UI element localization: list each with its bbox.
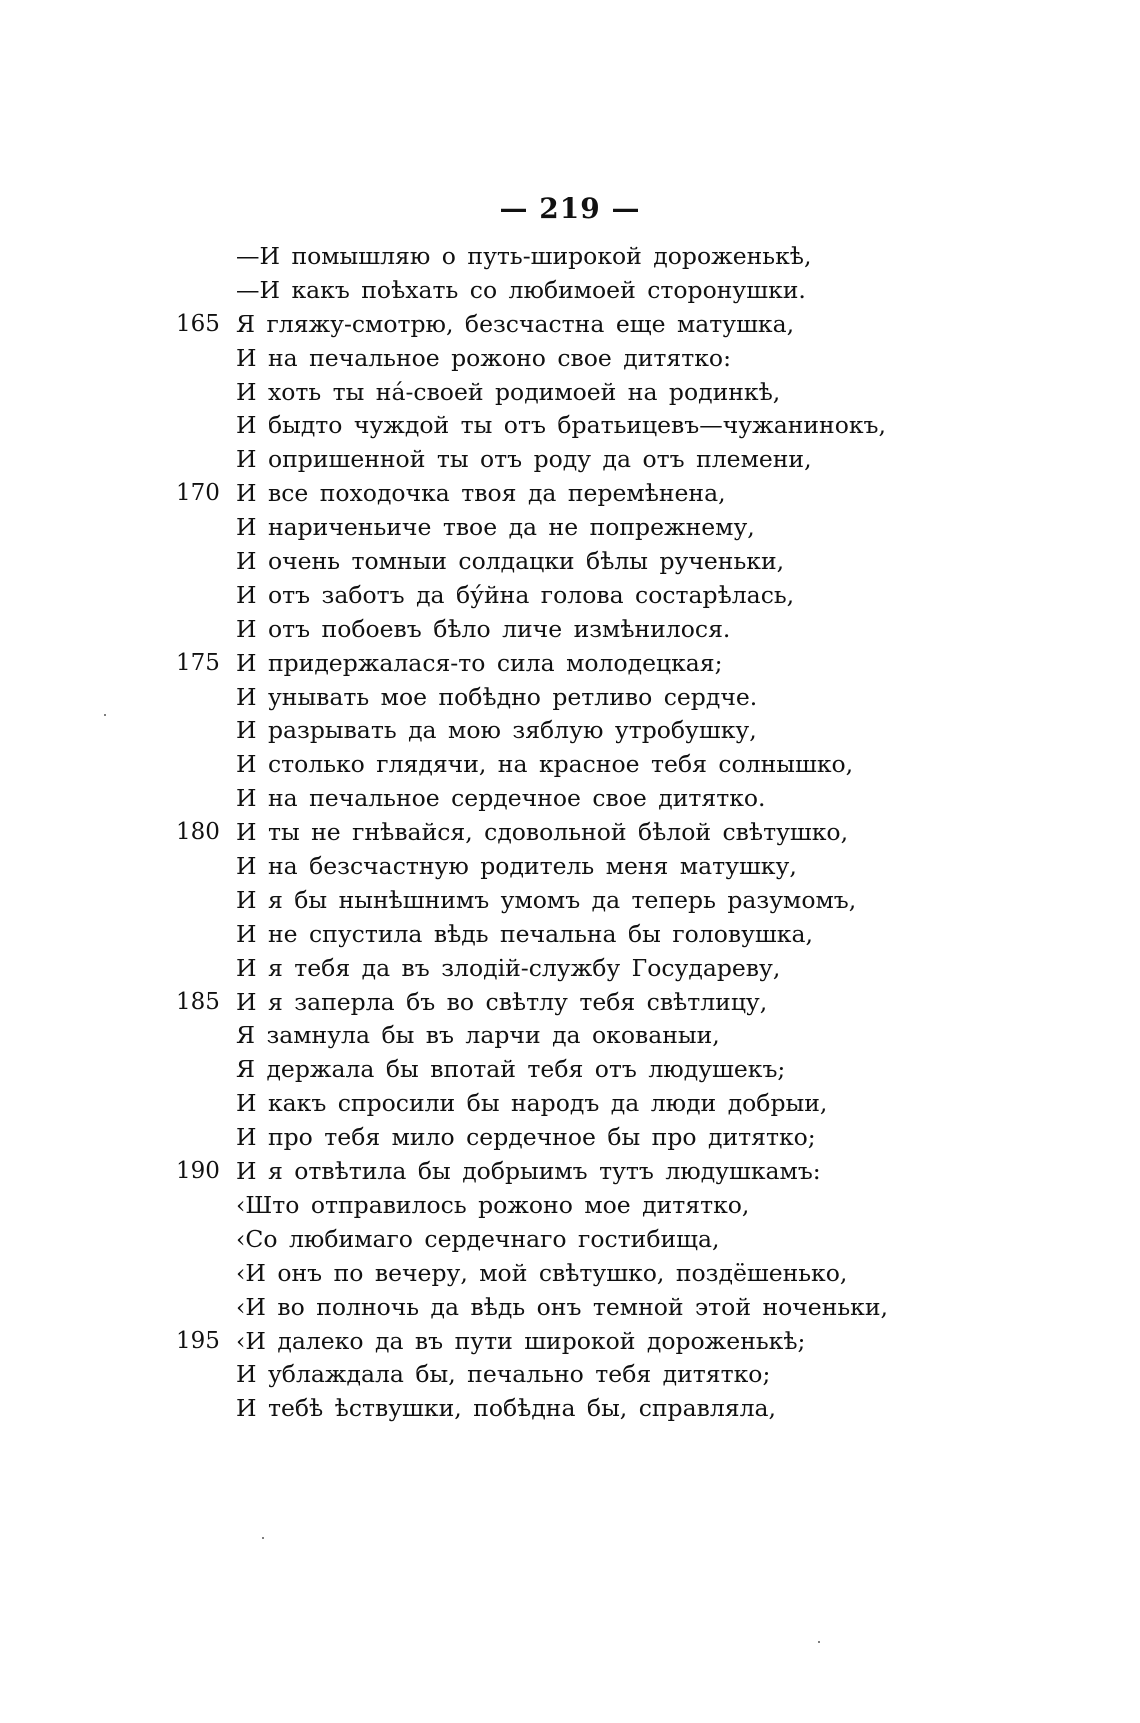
poem-line bbox=[0, 884, 1140, 918]
line-text: И столько глядячи, на красное тебя солнышко, bbox=[236, 750, 854, 779]
poem-line bbox=[0, 918, 1140, 952]
poem-line bbox=[0, 1325, 1140, 1359]
poem-line bbox=[0, 1223, 1140, 1257]
line-text: И на печальное рожоно свое дитятко: bbox=[236, 343, 732, 372]
poem-line bbox=[0, 613, 1140, 647]
poem-line bbox=[0, 850, 1140, 884]
line-number: 175 bbox=[176, 649, 220, 676]
line-number: 195 bbox=[176, 1327, 220, 1354]
line-text: И отъ заботъ да бу́йна голова состарѣлась, bbox=[236, 580, 795, 609]
line-number: 165 bbox=[176, 310, 220, 337]
poem-line bbox=[0, 545, 1140, 579]
poem-line bbox=[0, 511, 1140, 545]
poem-line bbox=[0, 986, 1140, 1020]
line-text: И я бы нынѣшнимъ умомъ да теперь разумомъ, bbox=[236, 885, 857, 914]
poem-line bbox=[0, 477, 1140, 511]
poem-line bbox=[0, 443, 1140, 477]
line-text: И хоть ты на́-своей родимоей на родинкѣ, bbox=[236, 377, 781, 406]
line-text: И разрывать да мою зяблую утробушку, bbox=[236, 716, 757, 745]
line-text: И унывать мое побѣдно ретливо сердче. bbox=[236, 682, 758, 711]
line-text: Я замнула бы въ ларчи да окованыи, bbox=[236, 1021, 720, 1050]
poem-line bbox=[0, 782, 1140, 816]
page-number: — 219 — bbox=[499, 192, 641, 225]
line-text: И ты не гнѣвайся, сдовольной бѣлой свѣтушко, bbox=[236, 818, 849, 847]
scan-speck bbox=[262, 1537, 264, 1539]
line-text: ‹Со любимаго сердечнаго гостибища, bbox=[236, 1224, 720, 1253]
poem-line bbox=[0, 240, 1140, 274]
line-text: И про тебя мило сердечное бы про дитятко; bbox=[236, 1123, 816, 1152]
line-text: И я отвѣтила бы добрыимъ тутъ людушкамъ: bbox=[236, 1157, 821, 1186]
line-text: Я гляжу-смотрю, безсчастна еще матушка, bbox=[236, 309, 795, 338]
line-number: 190 bbox=[176, 1158, 220, 1185]
poem-line bbox=[0, 579, 1140, 613]
line-text: ‹И онъ по вечеру, мой свѣтушко, поздёшенько, bbox=[236, 1258, 848, 1287]
line-number: 170 bbox=[176, 480, 220, 507]
poem-body bbox=[0, 240, 1140, 1426]
poem-line bbox=[0, 1189, 1140, 1223]
line-text: И на печальное сердечное свое дитятко. bbox=[236, 784, 766, 813]
line-text: ‹Што отправилось рожоно мое дитятко, bbox=[236, 1190, 750, 1219]
line-text: И тебѣ ѣствушки, побѣдна бы, справляла, bbox=[236, 1394, 776, 1423]
line-text: И не спустила вѣдь печальна бы головушка, bbox=[236, 919, 813, 948]
line-text: И очень томныи солдацки бѣлы рученьки, bbox=[236, 547, 785, 576]
poem-line bbox=[0, 1155, 1140, 1189]
line-text: И я заперла бъ во свѣтлу тебя свѣтлицу, bbox=[236, 987, 768, 1016]
line-text: И нариченьиче твое да не попрежнему, bbox=[236, 513, 755, 542]
poem-line bbox=[0, 1019, 1140, 1053]
line-text: —И помышляю о путь-широкой дороженькѣ, bbox=[236, 242, 812, 270]
scan-speck bbox=[818, 1641, 820, 1643]
line-text: И придержалася-то сила молодецкая; bbox=[236, 648, 723, 677]
line-number: 185 bbox=[176, 988, 220, 1015]
poem-line bbox=[0, 1257, 1140, 1291]
poem-line bbox=[0, 1121, 1140, 1155]
poem-line bbox=[0, 1358, 1140, 1392]
line-text: И ублаждала бы, печально тебя дитятко; bbox=[236, 1360, 771, 1389]
poem-line bbox=[0, 647, 1140, 681]
line-number: 180 bbox=[176, 819, 220, 846]
line-text: ‹И во полночь да вѣдь онъ темной этой ноченьки, bbox=[236, 1292, 888, 1321]
poem-line bbox=[0, 748, 1140, 782]
poem-line bbox=[0, 1053, 1140, 1087]
line-text: И я тебя да въ злодій-службу Государеву, bbox=[236, 953, 781, 982]
scan-speck bbox=[104, 714, 106, 716]
line-text: —И какъ поѣхать со любимоей сторонушки. bbox=[236, 275, 806, 304]
line-text: И на безсчастную родитель меня матушку, bbox=[236, 852, 797, 881]
line-text: И быдто чуждой ты отъ братьицевъ—чужанинокъ, bbox=[236, 411, 886, 440]
line-text: ‹И далеко да въ пути широкой дороженькѣ; bbox=[236, 1326, 806, 1355]
line-text: Я держала бы впотай тебя отъ людушекъ; bbox=[236, 1055, 786, 1084]
line-text: И все походочка твоя да перемѣнена, bbox=[236, 479, 726, 508]
poem-line bbox=[0, 714, 1140, 748]
poem-line bbox=[0, 1392, 1140, 1426]
poem-line bbox=[0, 308, 1140, 342]
poem-line bbox=[0, 342, 1140, 376]
poem-line bbox=[0, 376, 1140, 410]
line-text: И какъ спросили бы народъ да люди добрыи, bbox=[236, 1089, 828, 1118]
line-text: И отъ побоевъ бѣло личе измѣнилося. bbox=[236, 614, 731, 643]
poem-line bbox=[0, 816, 1140, 850]
poem-line bbox=[0, 952, 1140, 986]
poem-line bbox=[0, 681, 1140, 715]
poem-line bbox=[0, 1291, 1140, 1325]
poem-line bbox=[0, 1087, 1140, 1121]
poem-line bbox=[0, 409, 1140, 443]
poem-line bbox=[0, 274, 1140, 308]
line-text: И опришенной ты отъ роду да отъ племени, bbox=[236, 445, 812, 474]
